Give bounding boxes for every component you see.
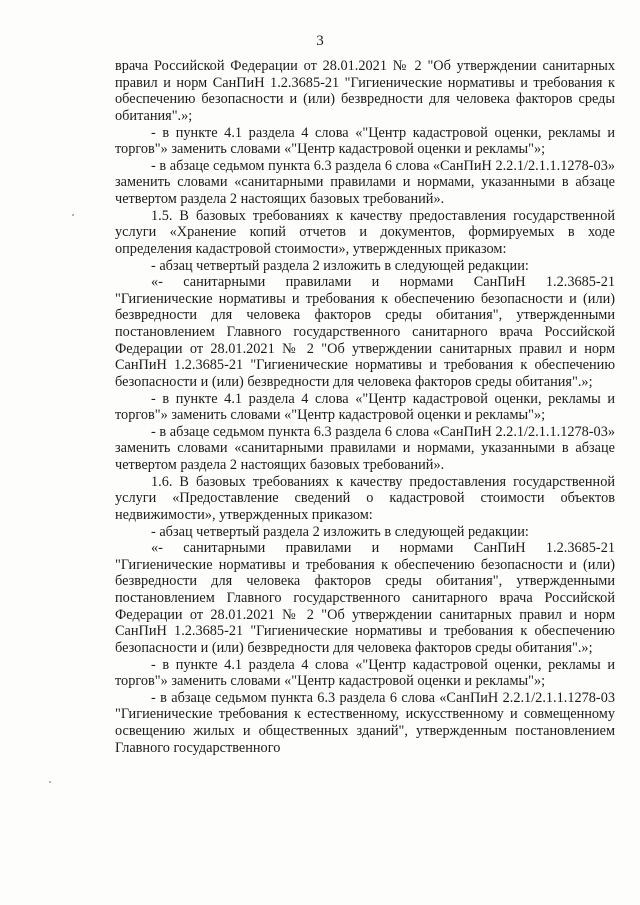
paragraph-item: - в абзаце седьмом пункта 6.3 раздела 6 слова «СанПиН 2.2.1/2.1.1.1278-03 "Гигиенические требования к естественному, искусственному и совмещенному освещению жилых и общественных зданий", утвержденным постановлением Главного государственного [115,689,615,756]
quoted-paragraph: «- санитарными правилами и нормами СанПиН 1.2.3685-21 "Гигиенические нормативы и требования к обеспечению безопасности и (или) безвредности для человека факторов среды обитания", утвержденными постановлением Главного государственного санитарного врача Российской Федерации от 28.01.2021 № 2 "Об утверждении санитарных правил и норм СанПиН 1.2.3685-21 "Гигиенические нормативы и требования к обеспечению безопасности и (или) безвредности для человека факторов среды обитания".»; [115,274,615,390]
paragraph-item: - абзац четвертый раздела 2 изложить в следующей редакции: [151,523,529,540]
paragraph-item: - в пункте 4.1 раздела 4 слова «"Центр кадастровой оценки, рекламы и торгов"» заменить словами «"Центр кадастровой оценки и рекламы"»; [115,390,615,424]
paragraph-item: - в пункте 4.1 раздела 4 слова «"Центр кадастровой оценки, рекламы и торгов"» заменить словами «"Центр кадастровой оценки и рекламы"»; [115,124,615,158]
paragraph-continuation: врача Российской Федерации от 28.01.2021 № 2 "Об утверждении санитарных правил и норм СанПиН 1.2.3685-21 "Гигиенические нормативы и требования к обеспечению безопасности и (или) безвредности для человека факторов среды обитания".»; [115,58,615,124]
document-body [115,58,615,756]
scan-speck [49,781,51,783]
page-number: 3 [316,33,324,49]
paragraph-item: - в абзаце седьмом пункта 6.3 раздела 6 слова «СанПиН 2.2.1/2.1.1.1278-03» заменить словами «санитарными правилами и нормами, указанными в абзаце четвертом раздела 2 настоящих базовых требований». [115,423,615,473]
paragraph-item: - абзац четвертый раздела 2 изложить в следующей редакции: [151,257,529,274]
section-paragraph-1-6: 1.6. В базовых требованиях к качеству предоставления государственной услуги «Предоставление сведений о кадастровой стоимости объектов недвижимости», утвержденных приказом: [115,473,615,523]
quoted-paragraph: «- санитарными правилами и нормами СанПиН 1.2.3685-21 "Гигиенические нормативы и требования к обеспечению безопасности и (или) безвредности для человека факторов среды обитания", утвержденными постановлением Главного государственного санитарного врача Российской Федерации от 28.01.2021 № 2 "Об утверждении санитарных правил и норм СанПиН 1.2.3685-21 "Гигиенические нормативы и требования к обеспечению безопасности и (или) безвредности для человека факторов среды обитания".»; [115,540,615,656]
paragraph-item: - в пункте 4.1 раздела 4 слова «"Центр кадастровой оценки, рекламы и торгов"» заменить словами «"Центр кадастровой оценки и рекламы"»; [115,656,615,690]
section-paragraph-1-5: 1.5. В базовых требованиях к качеству предоставления государственной услуги «Хранение копий отчетов и документов, формируемых в ходе определения кадастровой стоимости», утвержденных приказом: [115,207,615,257]
scan-speck [72,214,74,216]
paragraph-item: - в абзаце седьмом пункта 6.3 раздела 6 слова «СанПиН 2.2.1/2.1.1.1278-03» заменить словами «санитарными правилами и нормами, указанными в абзаце четвертом раздела 2 настоящих базовых требований». [115,157,615,207]
